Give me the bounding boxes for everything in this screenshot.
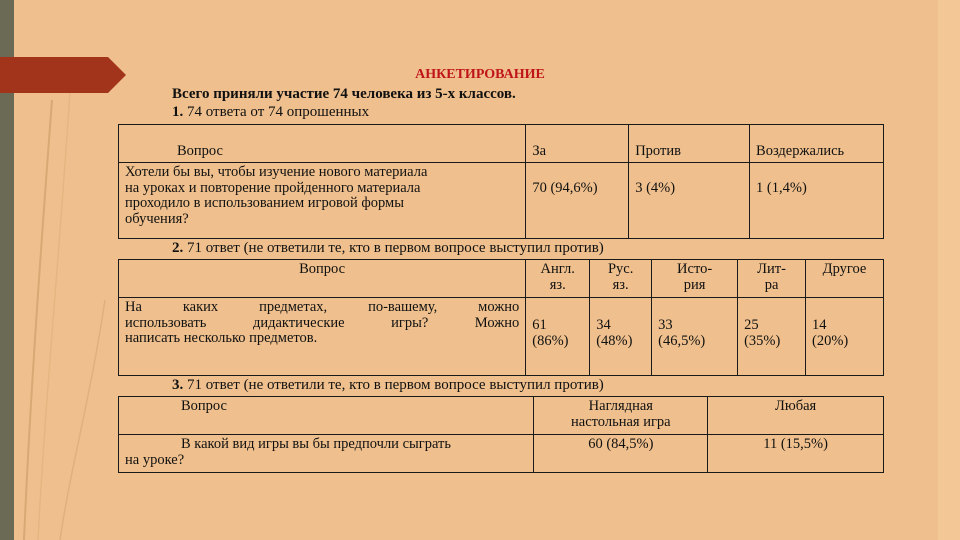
q1-question-cell [119, 163, 526, 239]
q2-question-line: На каких предметах, по-вашему, можно [125, 299, 520, 315]
q2-header-question [119, 260, 526, 298]
q2-value-history-pct: (46,5%) [658, 332, 706, 349]
q1-question-line: Хотели бы вы, чтобы изучение нового материала [125, 164, 428, 180]
q2-header-literature-l1: Лит- [757, 261, 786, 277]
q1-number: 1. [172, 104, 184, 120]
q3-table [118, 396, 884, 473]
q2-value-russian [590, 298, 652, 376]
q2-table [118, 259, 884, 376]
q1-question-line: проходило в использованием игровой формы [125, 195, 404, 212]
q2-header-history-l2: рия [683, 276, 706, 293]
q2-value-other-count: 14 [812, 317, 827, 333]
q3-question-line: В какой вид игры вы бы предпочли сыграть [181, 436, 451, 452]
q1-header-abstained: Воздержались [750, 125, 884, 163]
q2-header-russian-l2: яз. [612, 276, 629, 293]
subtitle: Всего приняли участие 74 человека из 5-х классов. [172, 86, 516, 102]
q3-header-any: Любая [708, 397, 884, 435]
q3-question-line: на уроке? [125, 451, 185, 468]
q1-header-row [119, 125, 884, 163]
q2-value-russian-count: 34 [596, 317, 611, 333]
q3-header-board-game [534, 397, 708, 435]
q2-heading-text: 71 ответ (не ответили те, кто в первом вопросе выступил против) [183, 240, 604, 256]
q2-number: 2. [172, 240, 184, 256]
q1-heading-text: 74 ответа от 74 опрошенных [183, 104, 370, 120]
q2-header-english [526, 260, 590, 298]
q2-value-history-count: 33 [658, 317, 673, 333]
q1-header-for: За [526, 125, 629, 163]
q2-header-english-l1: Англ. [540, 261, 575, 277]
slide-title: АНКЕТИРОВАНИЕ [415, 67, 545, 82]
q2-value-literature [738, 298, 806, 376]
q2-value-history [652, 298, 738, 376]
q1-value-abstained: 1 (1,4%) [750, 163, 884, 239]
q3-number: 3. [172, 377, 184, 393]
q3-data-row [119, 435, 884, 473]
q2-header-russian-l1: Рус. [607, 261, 634, 277]
q1-heading [172, 104, 369, 121]
q2-header-row [119, 260, 884, 298]
q2-header-english-l2: яз. [549, 276, 566, 293]
q1-table [118, 124, 884, 239]
q2-value-literature-pct: (35%) [744, 332, 781, 349]
q2-header-other-l1: Другое [822, 261, 867, 277]
q3-heading-text: 71 ответ (не ответили те, кто в первом вопросе выступил против) [183, 377, 604, 393]
q1-question-line: обучения? [125, 210, 189, 227]
q2-value-english-pct: (86%) [532, 332, 569, 349]
q2-heading [172, 240, 604, 257]
q2-value-literature-count: 25 [744, 317, 759, 333]
q1-data-row [119, 163, 884, 239]
q3-header-board-game-l2: настольная игра [571, 413, 671, 430]
q2-value-other-pct: (20%) [812, 332, 849, 349]
q2-question-line: написать несколько предметов. [125, 330, 318, 347]
q2-header-history-l1: Исто- [677, 261, 713, 277]
q2-question-line: использовать дидактические игры? Можно [125, 314, 520, 331]
q2-data-row [119, 298, 884, 376]
q2-header-literature [738, 260, 806, 298]
q3-value-any: 11 (15,5%) [708, 435, 884, 473]
q1-value-for: 70 (94,6%) [526, 163, 629, 239]
q3-header-question: Вопрос [119, 397, 534, 435]
q3-header-board-game-l1: Наглядная [588, 398, 653, 414]
q1-question-line: на уроках и повторение пройденного материала [125, 179, 421, 196]
q2-value-russian-pct: (48%) [596, 332, 633, 349]
q1-header-against: Против [629, 125, 750, 163]
q2-question-cell [119, 298, 526, 376]
q2-header-other [806, 260, 884, 298]
q2-header-question-label: Вопрос [299, 261, 346, 277]
q2-header-literature-l2: ра [764, 276, 779, 293]
q2-value-other [806, 298, 884, 376]
q3-heading [172, 377, 604, 394]
q2-value-english-count: 61 [532, 317, 547, 333]
q3-header-row [119, 397, 884, 435]
q1-header-question: Вопрос [119, 125, 526, 163]
q1-value-against: 3 (4%) [629, 163, 750, 239]
q2-header-russian [590, 260, 652, 298]
q3-question-cell [119, 435, 534, 473]
q2-value-english [526, 298, 590, 376]
q2-header-history [652, 260, 738, 298]
q3-value-board-game: 60 (84,5%) [534, 435, 708, 473]
